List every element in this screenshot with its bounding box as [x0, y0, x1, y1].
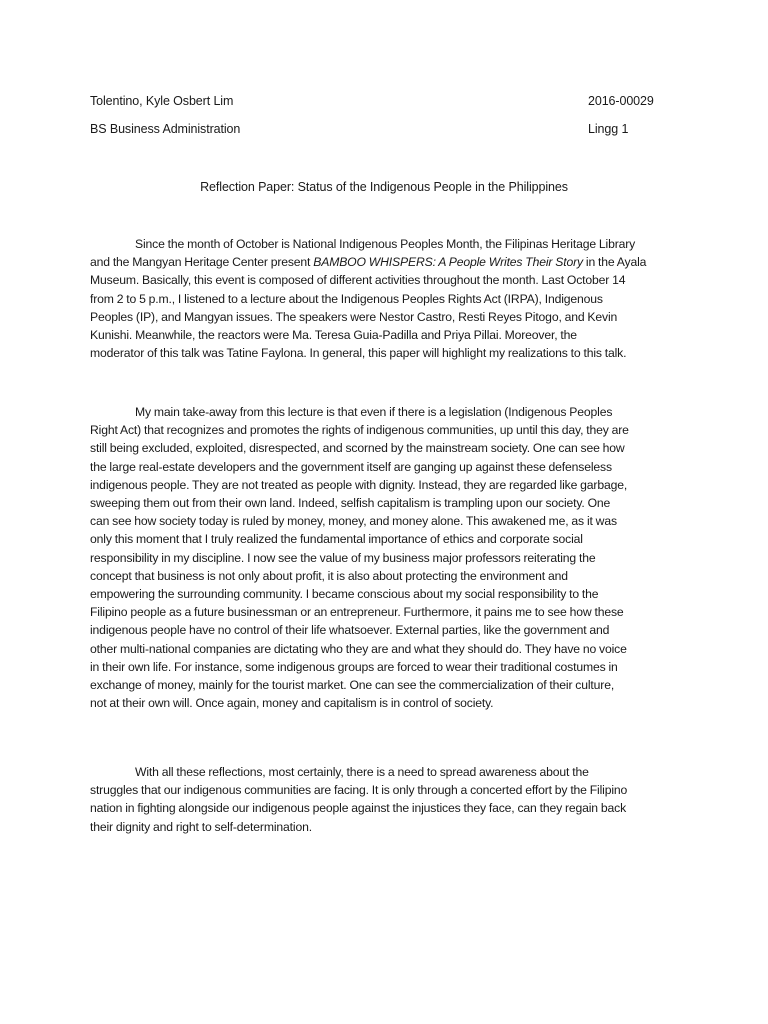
paragraph-line: responsibility in my discipline. I now see the value of my business major professors reiterating the	[90, 550, 596, 565]
paragraph-line: can see how society today is ruled by money, money, and money alone. This awakened me, as it was	[90, 514, 617, 529]
paragraph-3	[90, 763, 690, 836]
paragraph-line: With all these reflections, most certainly, there is a need to spread awareness about the	[135, 765, 589, 779]
paragraph-line: Peoples (IP), and Mangyan issues. The speakers were Nestor Castro, Resti Reyes Pitogo, and Kevin	[90, 309, 618, 324]
program-name: BS Business Administration	[90, 122, 241, 136]
paragraph-line: only this moment that I truly realized the fundamental importance of ethics and corporate social	[90, 532, 583, 547]
paragraph-line: indigenous people have no control of their life whatsoever. External parties, like the government and	[90, 623, 610, 638]
paragraph-line: the large real-estate developers and the government itself are ganging up against these defenseless	[90, 459, 612, 474]
paragraph-line: nation in fighting alongside our indigenous people against the injustices they face, can they regain back	[90, 801, 627, 816]
line-segment: in the Ayala	[582, 255, 647, 270]
student-number: 2016-00029	[588, 94, 654, 108]
paragraph-line: not at their own will. Once again, money and capitalism is in control of society.	[90, 696, 494, 711]
student-name: Tolentino, Kyle Osbert Lim	[90, 94, 234, 108]
paragraph-line: sweeping them out from their own land. Indeed, selfish capitalism is trampling upon our society. One	[90, 496, 611, 511]
paragraph-line: Museum. Basically, this event is composed of different activities throughout the month. Last October 14	[90, 273, 626, 288]
paragraph-line: from 2 to 5 p.m., I listened to a lecture about the Indigenous Peoples Rights Act (IRPA), Indigenous	[90, 291, 603, 306]
paper-title: Reflection Paper: Status of the Indigenous People in the Philippines	[200, 180, 568, 194]
paragraph-line: Right Act) that recognizes and promotes the rights of indigenous communities, up until this day, they are	[90, 423, 629, 438]
paragraph-line	[90, 253, 690, 271]
paragraph-line: Filipino people as a future businessman or an entrepreneur. Furthermore, it pains me to see how these	[90, 605, 624, 620]
paragraph-2	[90, 403, 690, 712]
paragraph-line: exchange of money, mainly for the tourist market. One can see the commercialization of their culture,	[90, 678, 615, 693]
event-title: BAMBOO WHISPERS: A People Writes Their Story	[313, 255, 583, 270]
paragraph-line: still being excluded, exploited, disrespected, and scorned by the mainstream society. One can see how	[90, 441, 625, 456]
paragraph-line: other multi-national companies are dictating who they are and what they should do. They have no voice	[90, 641, 627, 656]
paragraph-line: concept that business is not only about profit, it is also about protecting the environment and	[90, 568, 568, 583]
paragraph-line: their dignity and right to self-determination.	[90, 819, 312, 834]
paragraph-line: empowering the surrounding community. I became conscious about my social responsibility to the	[90, 587, 599, 602]
paragraph-line: Kunishi. Meanwhile, the reactors were Ma. Teresa Guia-Padilla and Priya Pillai. Moreover, the	[90, 328, 577, 343]
paragraph-line: Since the month of October is National Indigenous Peoples Month, the Filipinas Heritage Library	[135, 237, 636, 251]
paragraph-line: in their own life. For instance, some indigenous groups are forced to wear their traditional costumes in	[90, 659, 618, 674]
paragraph-line: indigenous people. They are not treated as people with dignity. Instead, they are regarded like garbage,	[90, 477, 628, 492]
paragraph-line: My main take-away from this lecture is that even if there is a legislation (Indigenous Peoples	[135, 405, 613, 419]
line-segment: and the Mangyan Heritage Center present	[90, 255, 314, 270]
paragraph-line: moderator of this talk was Tatine Faylona. In general, this paper will highlight my realizations to this talk.	[90, 346, 627, 361]
paragraph-1	[90, 235, 690, 362]
course-code: Lingg 1	[588, 122, 629, 136]
paragraph-line: struggles that our indigenous communities are facing. It is only through a concerted effort by the Filipino	[90, 783, 628, 798]
